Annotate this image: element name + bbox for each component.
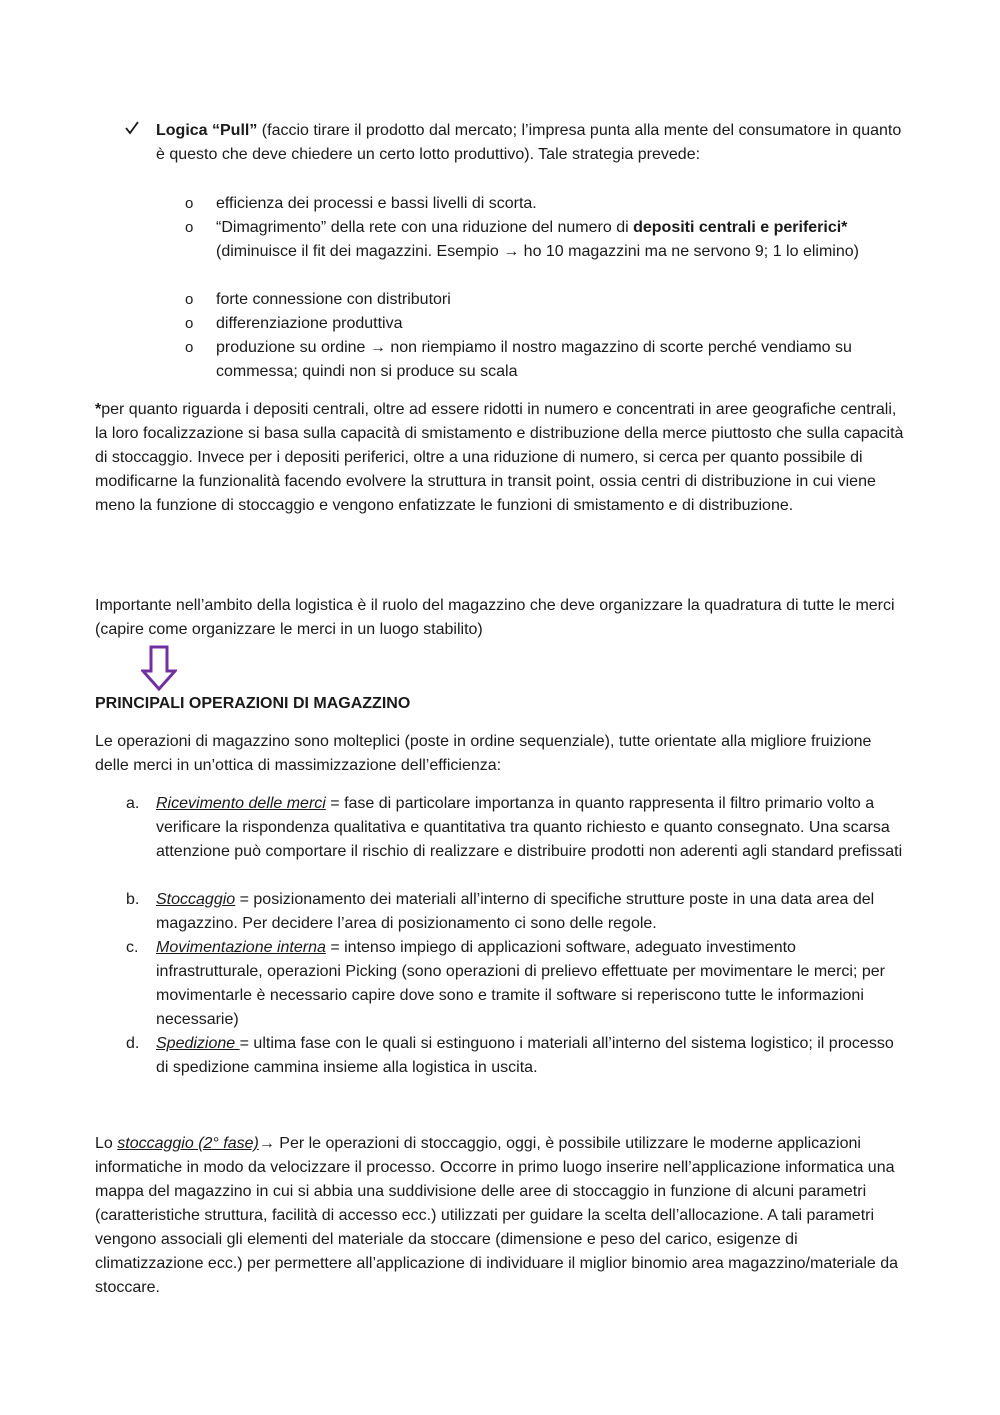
bullet-text-part: (diminuisce il fit dei magazzini. Esempio [216, 243, 504, 260]
right-arrow-icon: → [369, 339, 386, 356]
list-item-text [156, 888, 906, 936]
bullet-text-part: produzione su ordine [216, 339, 370, 356]
bullet-text-part: ho 10 magazzini ma ne servono 9; 1 lo elimino) [519, 243, 859, 260]
operation-term: Ricevimento delle merci [156, 795, 326, 812]
operation-term: Stoccaggio [156, 891, 236, 908]
bullet-text: differenziazione produttiva [216, 315, 403, 332]
operation-term: Spedizione [156, 1035, 240, 1052]
pull-logic-description: (faccio tirare il prodotto dal mercato; l’impresa punta alla mente del consumatore in quanto è questo che deve chiedere un certo lotto produttivo). Tale strategia prevede: [156, 122, 902, 163]
operation-description: = ultima fase con le quali si estinguono i materiali all’interno del sistema logistico; il processo di spedizione cammina insieme alla logistica in uscita. [156, 1035, 894, 1076]
right-arrow-icon: → [503, 243, 520, 260]
right-arrow-icon: → [258, 1135, 275, 1152]
pull-logic-text [156, 119, 906, 167]
bullet-text-part: “Dimagrimento” della rete con una riduzione del numero di [216, 219, 634, 236]
section-intro: Le operazioni di magazzino sono molteplici (poste in ordine sequenziale), tutte orientate alla migliore fruizione delle merci in un’ottica di massimizzazione dell’efficienza: [95, 733, 872, 774]
bullet-text: efficienza dei processi e bassi livelli di scorta. [216, 195, 537, 212]
bullet-marker: o [185, 291, 194, 308]
bullet-marker: o [185, 315, 194, 332]
bullet-marker: o [185, 339, 194, 356]
intro-paragraph: Importante nell’ambito della logistica è il ruolo del magazzino che deve organizzare la quadratura di tutte le merci (capire come organizzare le merci in un luogo stabilito) [95, 597, 895, 638]
bullet-text-part: non riempiamo il nostro magazzino di scorte perché vendiamo su commessa; quindi non si produce su scala [216, 339, 852, 380]
storage-term: stoccaggio (2° fase) [117, 1135, 259, 1152]
bullet-marker: o [185, 219, 194, 236]
down-arrow-icon [141, 645, 177, 699]
operation-description: = intenso impiego di applicazioni software, adeguato investimento infrastrutturale, operazioni Picking (sono operazioni di prelievo effettuate per movimentare le merci; per movimentarle è necessario capire dove sono e tramite il software si reperiscono tutte le informazioni necessarie) [156, 939, 885, 1028]
list-label: b. [126, 891, 140, 908]
section-title: PRINCIPALI OPERAZIONI DI MAGAZZINO [95, 695, 411, 712]
pull-logic-title: Logica “Pull” [156, 122, 258, 139]
bullet-text: forte connessione con distributori [216, 291, 451, 308]
list-item-text [156, 1032, 906, 1080]
list-label: c. [126, 939, 139, 956]
bullet-marker: o [185, 195, 194, 212]
bullet-text [216, 216, 906, 264]
footnote-star: * [95, 401, 102, 418]
operation-term: Movimentazione interna [156, 939, 326, 956]
list-item-text [156, 936, 906, 1032]
operation-description: = fase di particolare importanza in quanto rappresenta il filtro primario volto a verificare la rispondenza qualitativa e quantitativa tra quanto richiesto e quanto consegnato. Una scarsa attenzione può comportare il rischio di realizzare e distribuire prodotti non aderenti agli standard prefissati [156, 795, 903, 860]
storage-text-part: Lo [95, 1135, 118, 1152]
bullet-text [216, 336, 906, 384]
list-item-text [156, 792, 906, 864]
storage-text: Per le operazioni di stoccaggio, oggi, è possibile utilizzare le moderne applicazioni informatiche in modo da velocizzare il processo. Occorre in primo luogo inserire nell’applicazione informatica una mappa del magazzino in cui si abbia una suddivisione delle aree di stoccaggio in funzione di alcuni parametri (caratteristiche struttura, facilità di accesso ecc.) utilizzati per guidare la scelta dell’allocazione. A tali parametri vengono associali gli elementi del materiale da stoccare (dimensione e peso del carico, esigenze di climatizzazione ecc.) per permettere all’applicazione di individuare il miglior binomio area magazzino/materiale da stoccare. [95, 1135, 899, 1296]
storage-paragraph [95, 1132, 907, 1300]
footnote-paragraph [95, 398, 907, 518]
footnote-text: per quanto riguarda i depositi centrali, oltre ad essere ridotti in numero e concentrati in aree geografiche centrali, la loro focalizzazione si basa sulla capacità di smistamento e distribuzione della merce piuttosto che sulla capacità di stoccaggio. Invece per i depositi periferici, oltre a una riduzione di numero, si cerca per quanto possibile di modificarne la funzionalità facendo evolvere la struttura in transit point, ossia centri di distribuzione in cui viene meno la funzione di stoccaggio e vengono enfatizzate le funzioni di smistamento e di distribuzione. [95, 401, 904, 514]
operation-description: = posizionamento dei materiali all’interno di specifiche strutture poste in una data area del magazzino. Per decidere l’area di posizionamento ci sono delle regole. [156, 891, 875, 932]
bullet-text-bold: depositi centrali e periferici* [633, 219, 848, 236]
list-label: a. [126, 795, 140, 812]
checkmark-icon [125, 119, 145, 143]
list-label: d. [126, 1035, 140, 1052]
